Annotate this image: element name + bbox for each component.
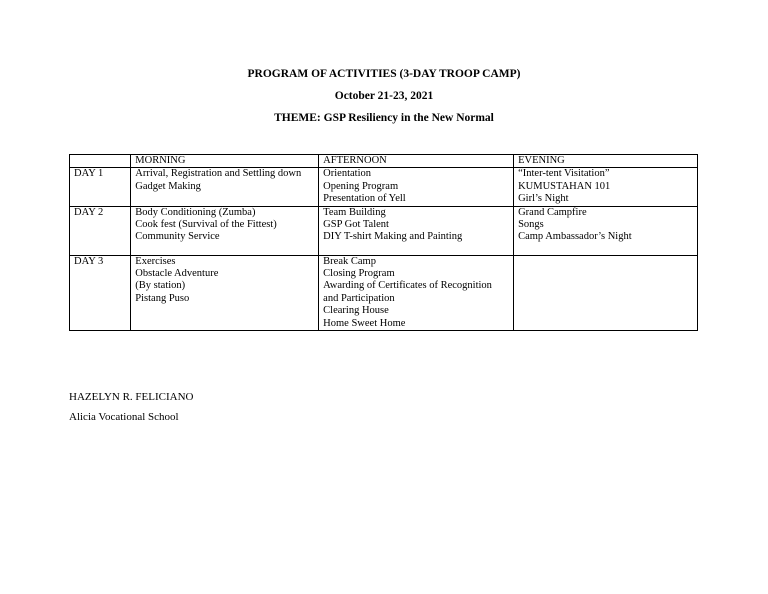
header-cell-day (70, 155, 131, 168)
activity-line: Girl’s Night (518, 193, 569, 205)
table-row-day-3 (70, 255, 698, 330)
activity-line: Body Conditioning (Zumba) (135, 206, 256, 218)
document-theme: THEME: GSP Resiliency in the New Normal (274, 112, 494, 124)
table-row-day-2 (70, 206, 698, 255)
evening-cell (514, 206, 698, 255)
activity-line: “Inter-tent Visitation” (518, 168, 610, 180)
activity-line: Team Building (323, 206, 386, 218)
activity-line: DIY T-shirt Making and Painting (323, 231, 463, 243)
table-row-day-1 (70, 168, 698, 206)
morning-cell (131, 255, 319, 330)
activity-line: Arrival, Registration and Settling down (135, 168, 302, 180)
activity-line: KUMUSTAHAN 101 (518, 180, 611, 192)
table-header-row (70, 155, 698, 168)
activity-line: Orientation (323, 168, 371, 180)
morning-cell (131, 168, 319, 206)
activities-table (69, 154, 698, 331)
activity-line: Clearing House (323, 305, 389, 317)
activity-line: Obstacle Adventure (135, 268, 219, 280)
signatory-name: HAZELYN R. FELICIANO (69, 391, 194, 403)
activity-line: Songs (518, 219, 544, 231)
activity-line: and Participation (323, 292, 395, 304)
morning-cell (131, 206, 319, 255)
evening-cell (514, 255, 698, 330)
activity-line: Awarding of Certificates of Recognition (323, 280, 492, 292)
activity-line: Opening Program (323, 180, 399, 192)
header-cell-morning: MORNING (131, 155, 319, 168)
activity-line: Camp Ambassador’s Night (518, 231, 632, 243)
activity-line: GSP Got Talent (323, 219, 389, 231)
document-title: PROGRAM OF ACTIVITIES (3-DAY TROOP CAMP) (247, 68, 521, 80)
day-cell: DAY 1 (70, 168, 131, 206)
activity-line: Cook fest (Survival of the Fittest) (135, 219, 277, 231)
school-name: Alicia Vocational School (69, 411, 179, 423)
activity-line: Gadget Making (135, 180, 201, 192)
activity-line: Presentation of Yell (323, 193, 406, 205)
activity-line: Grand Campfire (518, 206, 587, 218)
activity-line: Home Sweet Home (323, 317, 406, 329)
day-cell: DAY 3 (70, 255, 131, 330)
evening-cell (514, 168, 698, 206)
header-cell-afternoon: AFTERNOON (319, 155, 514, 168)
day-cell: DAY 2 (70, 206, 131, 255)
activity-line: Pistang Puso (135, 292, 190, 304)
header-cell-evening: EVENING (514, 155, 698, 168)
activity-line: Community Service (135, 231, 220, 243)
document-date: October 21-23, 2021 (334, 90, 434, 102)
afternoon-cell (319, 255, 514, 330)
activity-line: Closing Program (323, 268, 395, 280)
afternoon-cell (319, 168, 514, 206)
activity-line: Break Camp (323, 255, 376, 267)
activity-line: (By station) (135, 280, 186, 292)
afternoon-cell (319, 206, 514, 255)
activity-line: Exercises (135, 255, 176, 267)
